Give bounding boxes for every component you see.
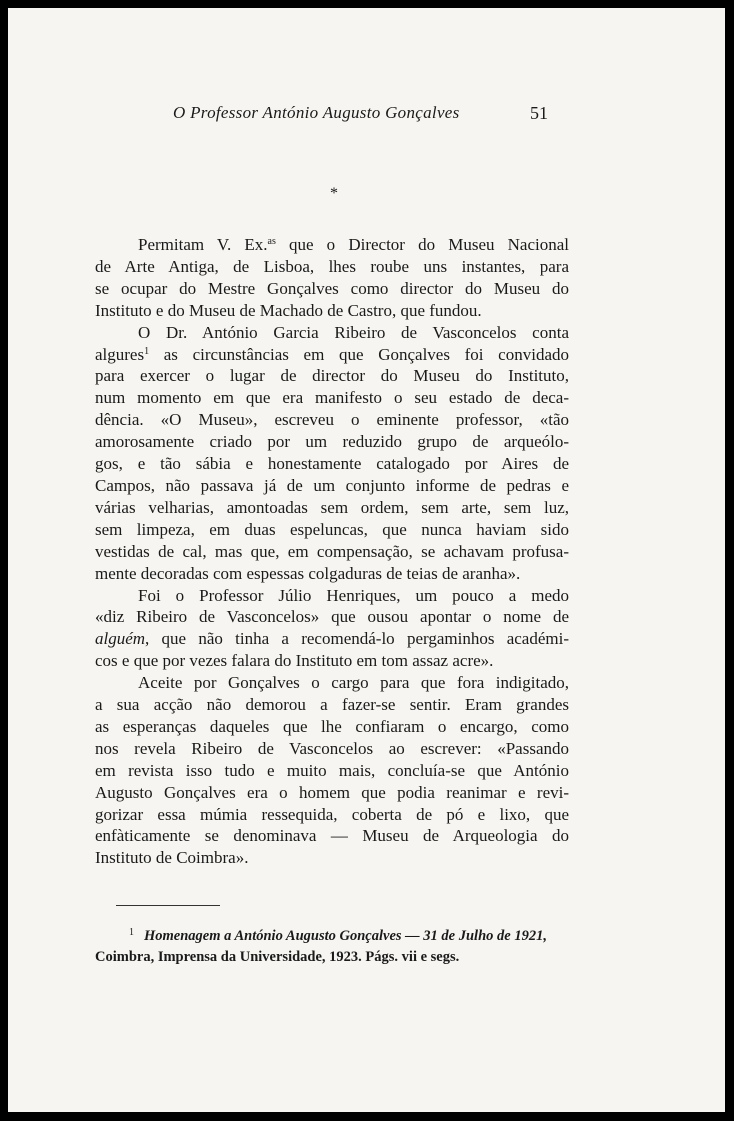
footnote-pages: Págs. vii e segs. [365, 949, 460, 965]
text-line: Campos, não passava já de um conjunto informe de pedras e [95, 475, 569, 495]
text-line: enfàticamente se denominava — Museu de Arqueologia do [95, 826, 569, 846]
footnote-reference: 1 [144, 345, 150, 357]
page-header [8, 103, 725, 127]
text-line: dência. «O Museu», escreveu o eminente professor, «tão [95, 410, 569, 430]
text-line: sem limpeza, em duas espeluncas, que nunca haviam sido [95, 519, 569, 539]
text-line: Permitam V. Ex.$^{as}$ que o Director do Museu Nacional [138, 235, 569, 254]
text-line: num momento em que era manifesto o seu estado de deca- [95, 388, 569, 408]
text-line: gorizar essa múmia ressequida, coberta de pó e lixo, que [95, 804, 569, 824]
text-line: várias velharias, amontoadas sem ordem, sem arte, sem luz, [95, 497, 569, 517]
body-text [95, 234, 569, 869]
text-line: Augusto Gonçalves era o homem que podia reanimar e revi- [95, 782, 569, 802]
text-line: O Dr. António Garcia Ribeiro de Vasconcelos conta [138, 322, 569, 342]
text-line: Instituto de Coimbra». [95, 848, 249, 868]
text-line: Instituto e do Museu de Machado de Castro, que fundou. [95, 300, 482, 320]
superscript: as [267, 236, 276, 247]
text-line: mente decoradas com espessas colgaduras de teias de aranha». [95, 563, 521, 583]
text-line: «diz Ribeiro de Vasconcelos» que ousou apontar o nome de [95, 607, 569, 627]
footnote [95, 922, 569, 968]
page-number: 51 [530, 103, 548, 123]
text-line: se ocupar do Mestre Gonçalves como director do Museu do [95, 278, 569, 298]
footnote-title: Homenagem a António Augusto Gonçalves — 31 de Julho de 1921, [144, 928, 547, 944]
text-line: as esperanças daqueles que lhe confiaram o encargo, como [95, 716, 569, 736]
text-line: a sua acção não demorou a fazer-se sentir. Eram grandes [95, 695, 569, 715]
text-line: nos revela Ribeiro de Vasconcelos ao escrever: «Passando [95, 738, 569, 758]
text-line: Aceite por Gonçalves o cargo para que fora indigitado, [138, 673, 569, 693]
text-line: para exercer o lugar de director do Museu do Instituto, [95, 366, 569, 386]
text-line: amorosamente criado por um reduzido grupo de arqueólo- [95, 432, 569, 452]
section-separator: * [330, 185, 338, 202]
text-line: Foi o Professor Júlio Henriques, um pouco a medo [138, 585, 569, 605]
text-line: em revista isso tudo e muito mais, concluía-se que António [95, 760, 569, 780]
footnote-line [95, 922, 569, 947]
text-line: cos e que por vezes falara do Instituto em tom assaz acre». [95, 651, 494, 671]
footnote-number: 1 [129, 927, 134, 938]
running-title: O Professor António Augusto Gonçalves [173, 103, 460, 122]
emphasis: alguém [95, 629, 146, 649]
text-line: de Arte Antiga, de Lisboa, lhes roube uns instantes, para [95, 256, 569, 276]
text-line: alguém, que não tinha a recomendá-lo pergaminhos académi- [95, 629, 569, 649]
text-line: vestidas de cal, mas que, em compensação, se achavam profusa- [95, 541, 569, 561]
footnote-rule [116, 905, 220, 906]
book-page [8, 8, 725, 1112]
footnote-line: Coimbra, Imprensa da Universidade, 1923. Págs. vii e segs. [95, 949, 460, 965]
text-line: gos, e tão sábia e honestamente catalogado por Aires de [95, 454, 569, 474]
text-line: algures$^1$ as circunstâncias em que Gonçalves foi convidado [95, 344, 569, 364]
